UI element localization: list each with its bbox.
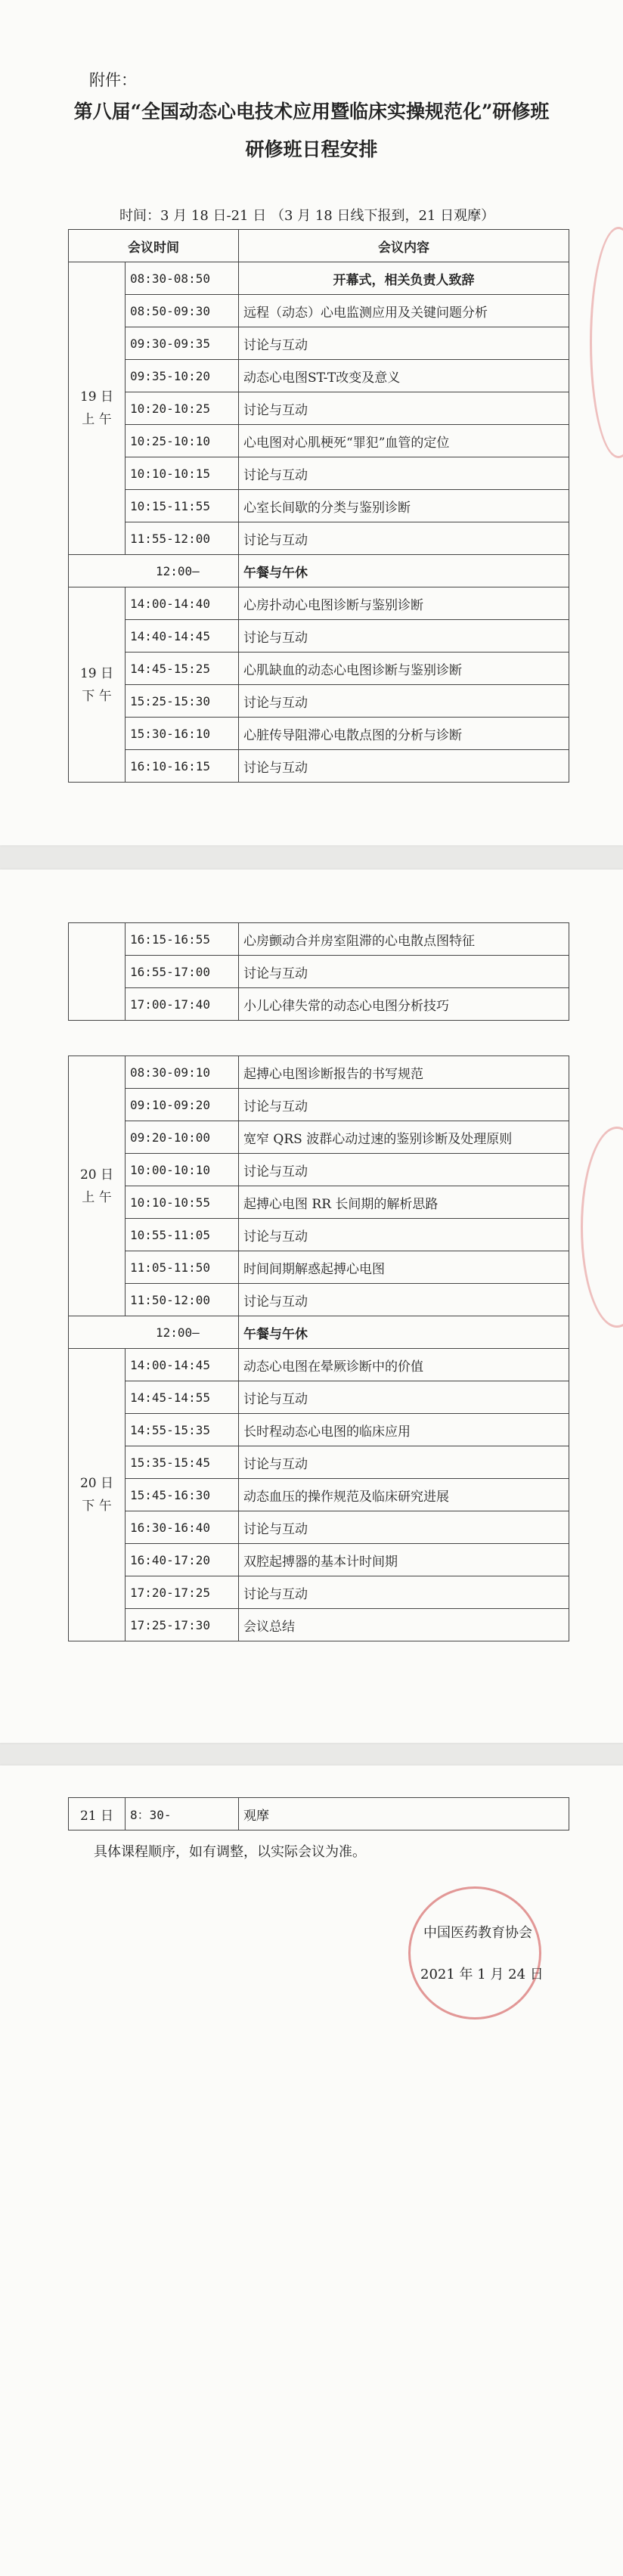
time-cell: 15:30-16:10 <box>126 718 239 750</box>
page-2 <box>0 870 623 1743</box>
table-row <box>69 1284 569 1316</box>
schedule-table-day20 <box>68 1056 569 1641</box>
day-period-cell: 20 日 下 午 <box>69 1349 126 1641</box>
table-row <box>69 1446 569 1479</box>
content-cell: 宽窄 QRS 波群心动过速的鉴别诊断及处理原则 <box>239 1121 569 1154</box>
table-row <box>69 1089 569 1121</box>
attachment-label: 附件： <box>89 71 137 89</box>
day-period-cell: 19 日 上 午 <box>69 262 126 555</box>
content-cell: 心肌缺血的动态心电图诊断与鉴别诊断 <box>239 653 569 685</box>
schedule-table-day19 <box>68 229 569 783</box>
content-cell: 讨论与互动 <box>239 1446 569 1479</box>
time-cell: 08:50-09:30 <box>126 295 239 327</box>
header-content: 会议内容 <box>239 230 569 262</box>
time-cell: 15:35-15:45 <box>126 1446 239 1479</box>
content-cell: 心房颤动合并房室阻滞的心电散点图特征 <box>239 923 569 956</box>
time-cell: 09:10-09:20 <box>126 1089 239 1121</box>
time-cell: 15:25-15:30 <box>126 685 239 718</box>
time-cell: 09:35-10:20 <box>126 360 239 392</box>
time-cell: 8：30- <box>126 1798 239 1830</box>
day-period-cell: 20 日 上 午 <box>69 1056 126 1316</box>
time-cell: 08:30-08:50 <box>126 262 239 295</box>
table-row <box>69 956 569 988</box>
time-cell: 14:00-14:45 <box>126 1349 239 1381</box>
seal-fragment <box>581 1127 623 1328</box>
table-row <box>69 587 569 620</box>
content-cell: 讨论与互动 <box>239 685 569 718</box>
table-row <box>69 750 569 783</box>
content-cell: 讨论与互动 <box>239 750 569 783</box>
content-cell: 会议总结 <box>239 1609 569 1641</box>
content-cell: 动态血压的操作规范及临床研究进展 <box>239 1479 569 1511</box>
schedule-table-day19-cont <box>68 922 569 1021</box>
day-period-cell: 19 日 下 午 <box>69 587 126 783</box>
table-row <box>69 230 569 262</box>
table-row <box>69 1511 569 1544</box>
table-row <box>69 1316 569 1349</box>
table-row <box>69 1219 569 1251</box>
content-cell: 心室长间歇的分类与鉴别诊断 <box>239 490 569 522</box>
table-row <box>69 1349 569 1381</box>
time-cell: 08:30-09:10 <box>126 1056 239 1089</box>
organization-name: 中国医药教育协会 <box>423 1925 532 1941</box>
time-cell: 09:30-09:35 <box>126 327 239 360</box>
content-cell: 小儿心律失常的动态心电图分析技巧 <box>239 988 569 1021</box>
time-cell: 16:10-16:15 <box>126 750 239 783</box>
table-row <box>69 392 569 425</box>
day-cell: 21 日 <box>69 1798 126 1830</box>
time-cell: 17:25-17:30 <box>126 1609 239 1641</box>
content-cell: 动态心电图ST-T改变及意义 <box>239 360 569 392</box>
table-row <box>69 1798 569 1830</box>
content-cell: 动态心电图在晕厥诊断中的价值 <box>239 1349 569 1381</box>
content-cell: 讨论与互动 <box>239 1089 569 1121</box>
time-cell: 10:00-10:10 <box>126 1154 239 1186</box>
time-cell: 10:25-10:10 <box>126 425 239 457</box>
time-cell: 10:20-10:25 <box>126 392 239 425</box>
table-row <box>69 295 569 327</box>
document-date: 2021 年 1 月 24 日 <box>420 1967 544 1982</box>
lunch-time-cell: 12:00— <box>69 555 239 587</box>
table-row <box>69 718 569 750</box>
table-row <box>69 1121 569 1154</box>
content-cell: 讨论与互动 <box>239 1381 569 1414</box>
time-cell: 16:55-17:00 <box>126 956 239 988</box>
content-cell: 心电图对心肌梗死“罪犯”血管的定位 <box>239 425 569 457</box>
content-cell: 起搏心电图 RR 长间期的解析思路 <box>239 1186 569 1219</box>
table-row <box>69 262 569 295</box>
table-row <box>69 1056 569 1089</box>
time-cell: 15:45-16:30 <box>126 1479 239 1511</box>
content-cell: 双腔起搏器的基本计时间期 <box>239 1544 569 1576</box>
content-cell: 开幕式，相关负责人致辞 <box>239 262 569 295</box>
table-row <box>69 685 569 718</box>
seal-fragment <box>590 227 623 458</box>
table-row <box>69 1544 569 1576</box>
official-seal <box>408 1886 541 2020</box>
footer-note: 具体课程顺序，如有调整，以实际会议为准。 <box>94 1844 366 1860</box>
content-cell: 时间间期解惑起搏心电图 <box>239 1251 569 1284</box>
content-cell: 长时程动态心电图的临床应用 <box>239 1414 569 1446</box>
time-cell: 16:15-16:55 <box>126 923 239 956</box>
time-cell: 11:05-11:50 <box>126 1251 239 1284</box>
content-cell: 观摩 <box>239 1798 569 1830</box>
time-cell: 14:55-15:35 <box>126 1414 239 1446</box>
content-cell: 远程（动态）心电监测应用及关键问题分析 <box>239 295 569 327</box>
content-cell: 心脏传导阻滞心电散点图的分析与诊断 <box>239 718 569 750</box>
document-title: 第八届“全国动态心电技术应用暨临床实操规范化”研修班 <box>73 101 550 122</box>
time-cell: 11:50-12:00 <box>126 1284 239 1316</box>
time-cell: 17:20-17:25 <box>126 1576 239 1609</box>
table-row <box>69 1251 569 1284</box>
table-row <box>69 1479 569 1511</box>
time-cell: 16:30-16:40 <box>126 1511 239 1544</box>
document-subtitle: 研修班日程安排 <box>245 138 378 160</box>
content-cell: 起搏心电图诊断报告的书写规范 <box>239 1056 569 1089</box>
table-row <box>69 653 569 685</box>
lunch-content-cell: 午餐与午休 <box>239 1316 569 1349</box>
time-cell: 10:15-11:55 <box>126 490 239 522</box>
table-row <box>69 327 569 360</box>
time-cell: 14:40-14:45 <box>126 620 239 653</box>
content-cell: 讨论与互动 <box>239 1219 569 1251</box>
content-cell: 讨论与互动 <box>239 392 569 425</box>
content-cell: 讨论与互动 <box>239 522 569 555</box>
content-cell: 讨论与互动 <box>239 327 569 360</box>
time-cell: 10:10-10:15 <box>126 457 239 490</box>
schedule-table-day21 <box>68 1797 569 1830</box>
time-cell: 14:45-14:55 <box>126 1381 239 1414</box>
page-3 <box>0 1765 623 2576</box>
table-row <box>69 620 569 653</box>
content-cell: 讨论与互动 <box>239 1576 569 1609</box>
page-1 <box>0 0 623 845</box>
table-row <box>69 425 569 457</box>
lunch-content-cell: 午餐与午休 <box>239 555 569 587</box>
schedule-time-note: 时间：3 月 18 日-21 日 （3 月 18 日线下报到，21 日观摩） <box>119 208 495 224</box>
time-cell: 14:00-14:40 <box>126 587 239 620</box>
table-row <box>69 1381 569 1414</box>
content-cell: 讨论与互动 <box>239 1511 569 1544</box>
content-cell: 讨论与互动 <box>239 956 569 988</box>
content-cell: 讨论与互动 <box>239 1284 569 1316</box>
time-cell: 14:45-15:25 <box>126 653 239 685</box>
time-cell: 17:00-17:40 <box>126 988 239 1021</box>
content-cell: 讨论与互动 <box>239 1154 569 1186</box>
day-period-cell <box>69 923 126 1021</box>
time-cell: 09:20-10:00 <box>126 1121 239 1154</box>
header-time: 会议时间 <box>69 230 239 262</box>
content-cell: 讨论与互动 <box>239 457 569 490</box>
table-row <box>69 923 569 956</box>
table-row <box>69 522 569 555</box>
lunch-time-cell: 12:00— <box>69 1316 239 1349</box>
time-cell: 16:40-17:20 <box>126 1544 239 1576</box>
table-row <box>69 360 569 392</box>
table-row <box>69 1186 569 1219</box>
time-cell: 11:55-12:00 <box>126 522 239 555</box>
table-row <box>69 1576 569 1609</box>
table-row <box>69 490 569 522</box>
content-cell: 心房扑动心电图诊断与鉴别诊断 <box>239 587 569 620</box>
table-row <box>69 1414 569 1446</box>
time-cell: 10:55-11:05 <box>126 1219 239 1251</box>
time-cell: 10:10-10:55 <box>126 1186 239 1219</box>
table-row <box>69 457 569 490</box>
content-cell: 讨论与互动 <box>239 620 569 653</box>
table-row <box>69 1154 569 1186</box>
table-row <box>69 988 569 1021</box>
table-row <box>69 555 569 587</box>
table-row <box>69 1609 569 1641</box>
